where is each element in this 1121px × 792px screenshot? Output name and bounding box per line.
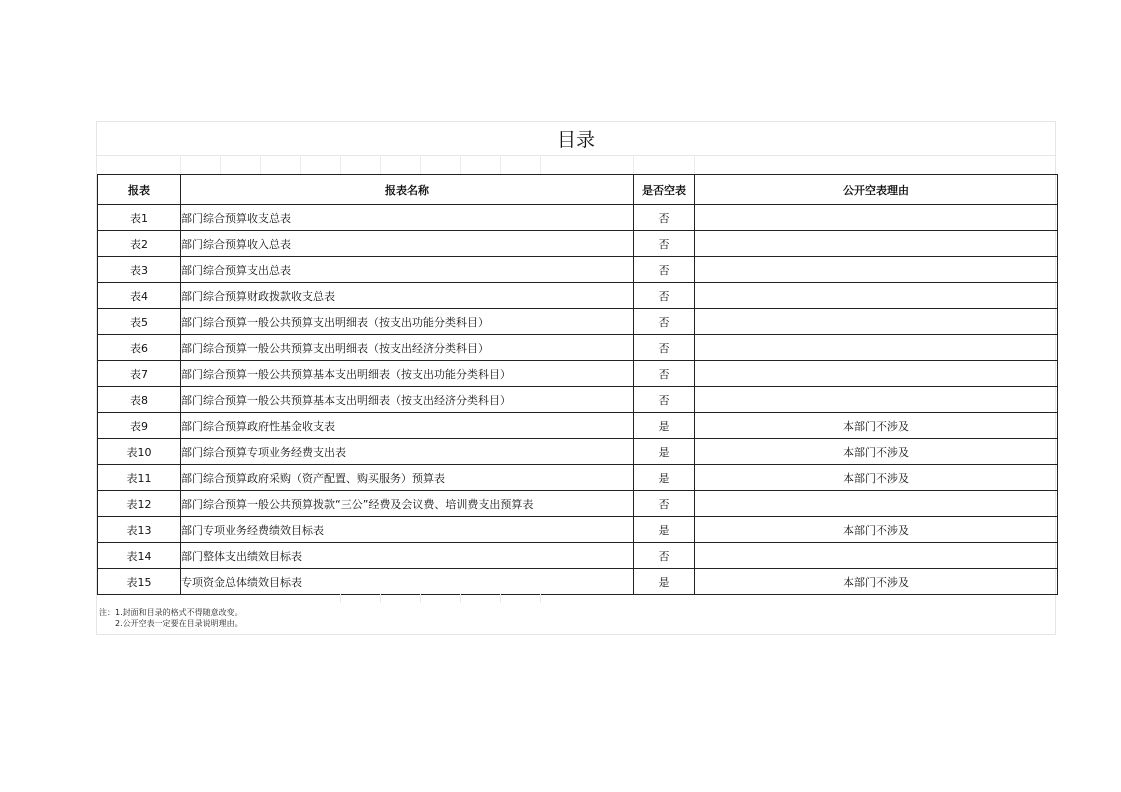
report-name: 部门综合预算收入总表 — [181, 231, 634, 257]
table-row — [98, 335, 1058, 361]
report-no: 表13 — [98, 517, 181, 543]
report-no: 表4 — [98, 283, 181, 309]
table-row — [98, 517, 1058, 543]
empty-reason — [695, 309, 1058, 335]
report-name: 部门综合预算一般公共预算支出明细表（按支出功能分类科目） — [181, 309, 634, 335]
report-name: 部门综合预算一般公共预算基本支出明细表（按支出功能分类科目） — [181, 361, 634, 387]
table-row — [98, 569, 1058, 595]
report-name: 部门综合预算支出总表 — [181, 257, 634, 283]
table-row — [98, 309, 1058, 335]
is-empty: 否 — [634, 543, 695, 569]
report-name: 部门综合预算收支总表 — [181, 205, 634, 231]
table-row — [98, 465, 1058, 491]
is-empty: 否 — [634, 205, 695, 231]
table-row — [98, 231, 1058, 257]
empty-reason — [695, 491, 1058, 517]
table-row — [98, 439, 1058, 465]
table-row — [98, 205, 1058, 231]
report-name: 部门综合预算专项业务经费支出表 — [181, 439, 634, 465]
report-no: 表11 — [98, 465, 181, 491]
report-no: 表5 — [98, 309, 181, 335]
report-no: 表14 — [98, 543, 181, 569]
catalog-table — [97, 174, 1058, 595]
header-report-name: 报表名称 — [181, 175, 634, 205]
table-header-row — [98, 175, 1058, 205]
is-empty: 否 — [634, 231, 695, 257]
is-empty: 是 — [634, 517, 695, 543]
report-no: 表3 — [98, 257, 181, 283]
empty-reason: 本部门不涉及 — [695, 569, 1058, 595]
report-name: 专项资金总体绩效目标表 — [181, 569, 634, 595]
table-row — [98, 413, 1058, 439]
table-row — [98, 387, 1058, 413]
empty-reason: 本部门不涉及 — [695, 517, 1058, 543]
header-is-empty: 是否空表 — [634, 175, 695, 205]
report-no: 表9 — [98, 413, 181, 439]
report-no: 表15 — [98, 569, 181, 595]
empty-reason — [695, 361, 1058, 387]
report-name: 部门综合预算一般公共预算基本支出明细表（按支出经济分类科目） — [181, 387, 634, 413]
report-no: 表8 — [98, 387, 181, 413]
empty-reason — [695, 205, 1058, 231]
is-empty: 否 — [634, 361, 695, 387]
empty-reason — [695, 387, 1058, 413]
empty-reason: 本部门不涉及 — [695, 413, 1058, 439]
table-row — [98, 361, 1058, 387]
report-name: 部门专项业务经费绩效目标表 — [181, 517, 634, 543]
empty-reason — [695, 257, 1058, 283]
is-empty: 是 — [634, 569, 695, 595]
report-no: 表1 — [98, 205, 181, 231]
report-name: 部门整体支出绩效目标表 — [181, 543, 634, 569]
empty-grid-row-bottom — [97, 593, 1055, 603]
footnote-2: 2.公开空表一定要在目录说明理由。 — [115, 619, 243, 628]
report-name: 部门综合预算财政拨款收支总表 — [181, 283, 634, 309]
report-no: 表12 — [98, 491, 181, 517]
empty-reason — [695, 231, 1058, 257]
table-row — [98, 543, 1058, 569]
footnotes — [99, 607, 243, 629]
is-empty: 否 — [634, 283, 695, 309]
spreadsheet-page — [96, 121, 1056, 635]
empty-reason: 本部门不涉及 — [695, 465, 1058, 491]
report-no: 表7 — [98, 361, 181, 387]
empty-reason — [695, 335, 1058, 361]
report-name: 部门综合预算一般公共预算支出明细表（按支出经济分类科目） — [181, 335, 634, 361]
empty-reason — [695, 283, 1058, 309]
report-name: 部门综合预算一般公共预算拨款“三公”经费及会议费、培训费支出预算表 — [181, 491, 634, 517]
is-empty: 否 — [634, 257, 695, 283]
report-name: 部门综合预算政府采购（资产配置、购买服务）预算表 — [181, 465, 634, 491]
is-empty: 否 — [634, 335, 695, 361]
table-row — [98, 491, 1058, 517]
is-empty: 是 — [634, 465, 695, 491]
header-empty-reason: 公开空表理由 — [695, 175, 1058, 205]
table-row — [98, 283, 1058, 309]
is-empty: 否 — [634, 309, 695, 335]
is-empty: 否 — [634, 387, 695, 413]
is-empty: 否 — [634, 491, 695, 517]
footnote-1: 注：1.封面和目录的格式不得随意改变。 — [99, 608, 243, 617]
table-row — [98, 257, 1058, 283]
report-no: 表6 — [98, 335, 181, 361]
report-no: 表10 — [98, 439, 181, 465]
page-title: 目录 — [97, 122, 1055, 156]
is-empty: 是 — [634, 413, 695, 439]
empty-reason: 本部门不涉及 — [695, 439, 1058, 465]
header-report-no: 报表 — [98, 175, 181, 205]
report-no: 表2 — [98, 231, 181, 257]
empty-grid-row — [97, 155, 1055, 174]
empty-reason — [695, 543, 1058, 569]
is-empty: 是 — [634, 439, 695, 465]
report-name: 部门综合预算政府性基金收支表 — [181, 413, 634, 439]
